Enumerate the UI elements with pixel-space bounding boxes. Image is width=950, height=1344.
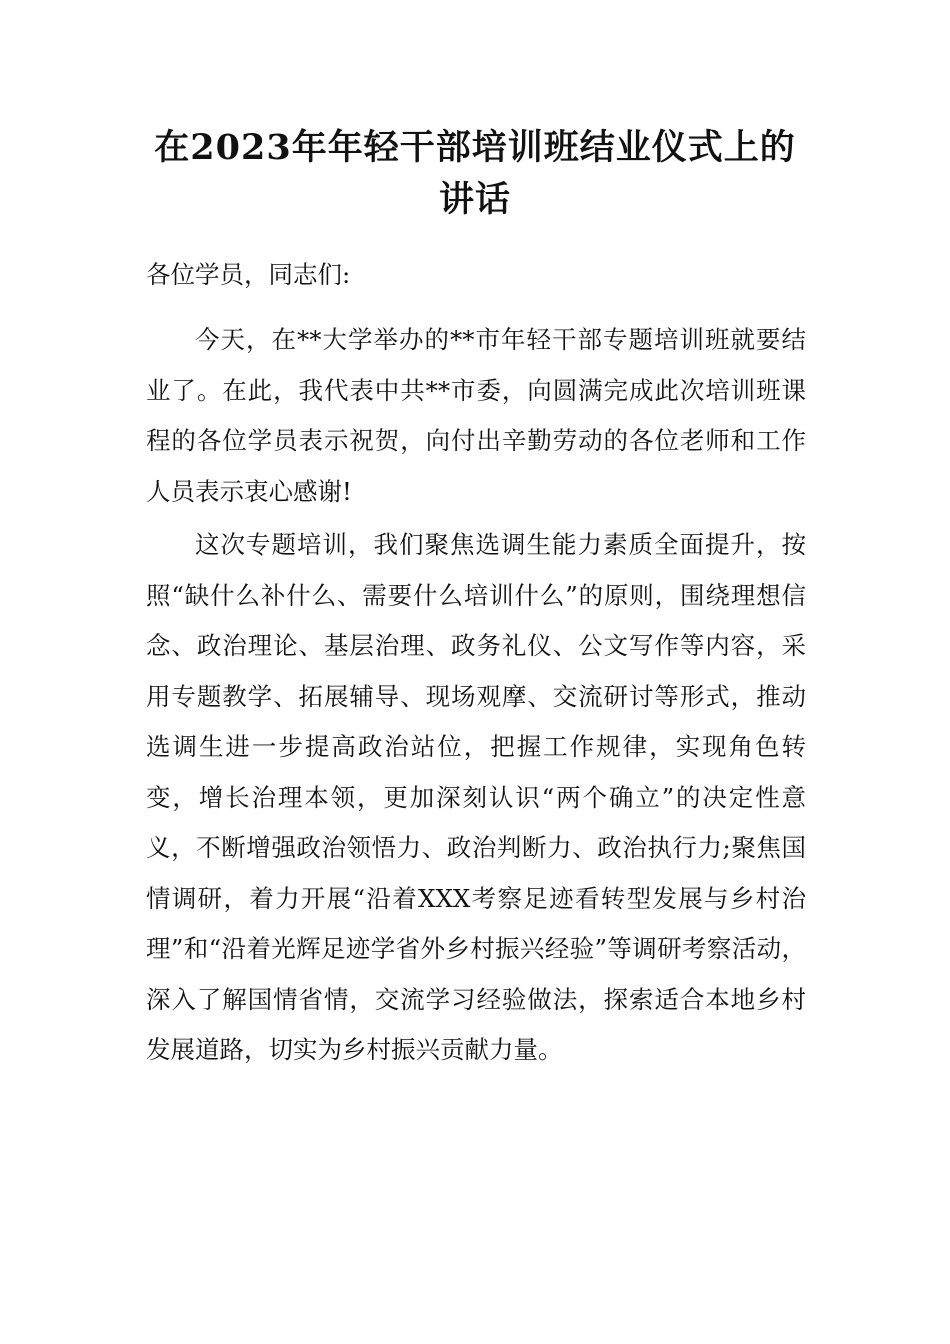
paragraph-opening: 今天，在**大学举办的**市年轻干部专题培训班就要结业了。在此，我代表中共**市委，向圆满完成此次培训班课程的各位学员表示祝贺，向付出辛勤劳动的各位老师和工作人员表示衷心感谢!	[146, 325, 806, 506]
document-title: 在2023年年轻干部培训班结业仪式上的讲话	[154, 127, 796, 220]
paragraph-training-summary: 这次专题培训，我们聚焦选调生能力素质全面提升，按照“缺什么补什么、需要什么培训什么”的原则，围绕理想信念、政治理论、基层治理、政务礼仪、公文写作等内容，采用专题教学、拓展辅导、现场观摩、交流研讨等形式，推动选调生进一步提高政治站位，把握工作规律，实现角色转变，增长治理本领，更加深刻认识“两个确立”的决定性意义，不断增强政治领悟力、政治判断力、政治执行力;聚焦国情调研，着力开展“沿着XXX考察足迹看转型发展与乡村治理”和“沿着光辉足迹学省外乡村振兴经验”等调研考察活动，深入了解国情省情，交流学习经验做法，探索适合本地乡村发展道路，切实为乡村振兴贡献力量。	[146, 530, 806, 1064]
salutation: 各位学员，同志们:	[146, 260, 351, 289]
